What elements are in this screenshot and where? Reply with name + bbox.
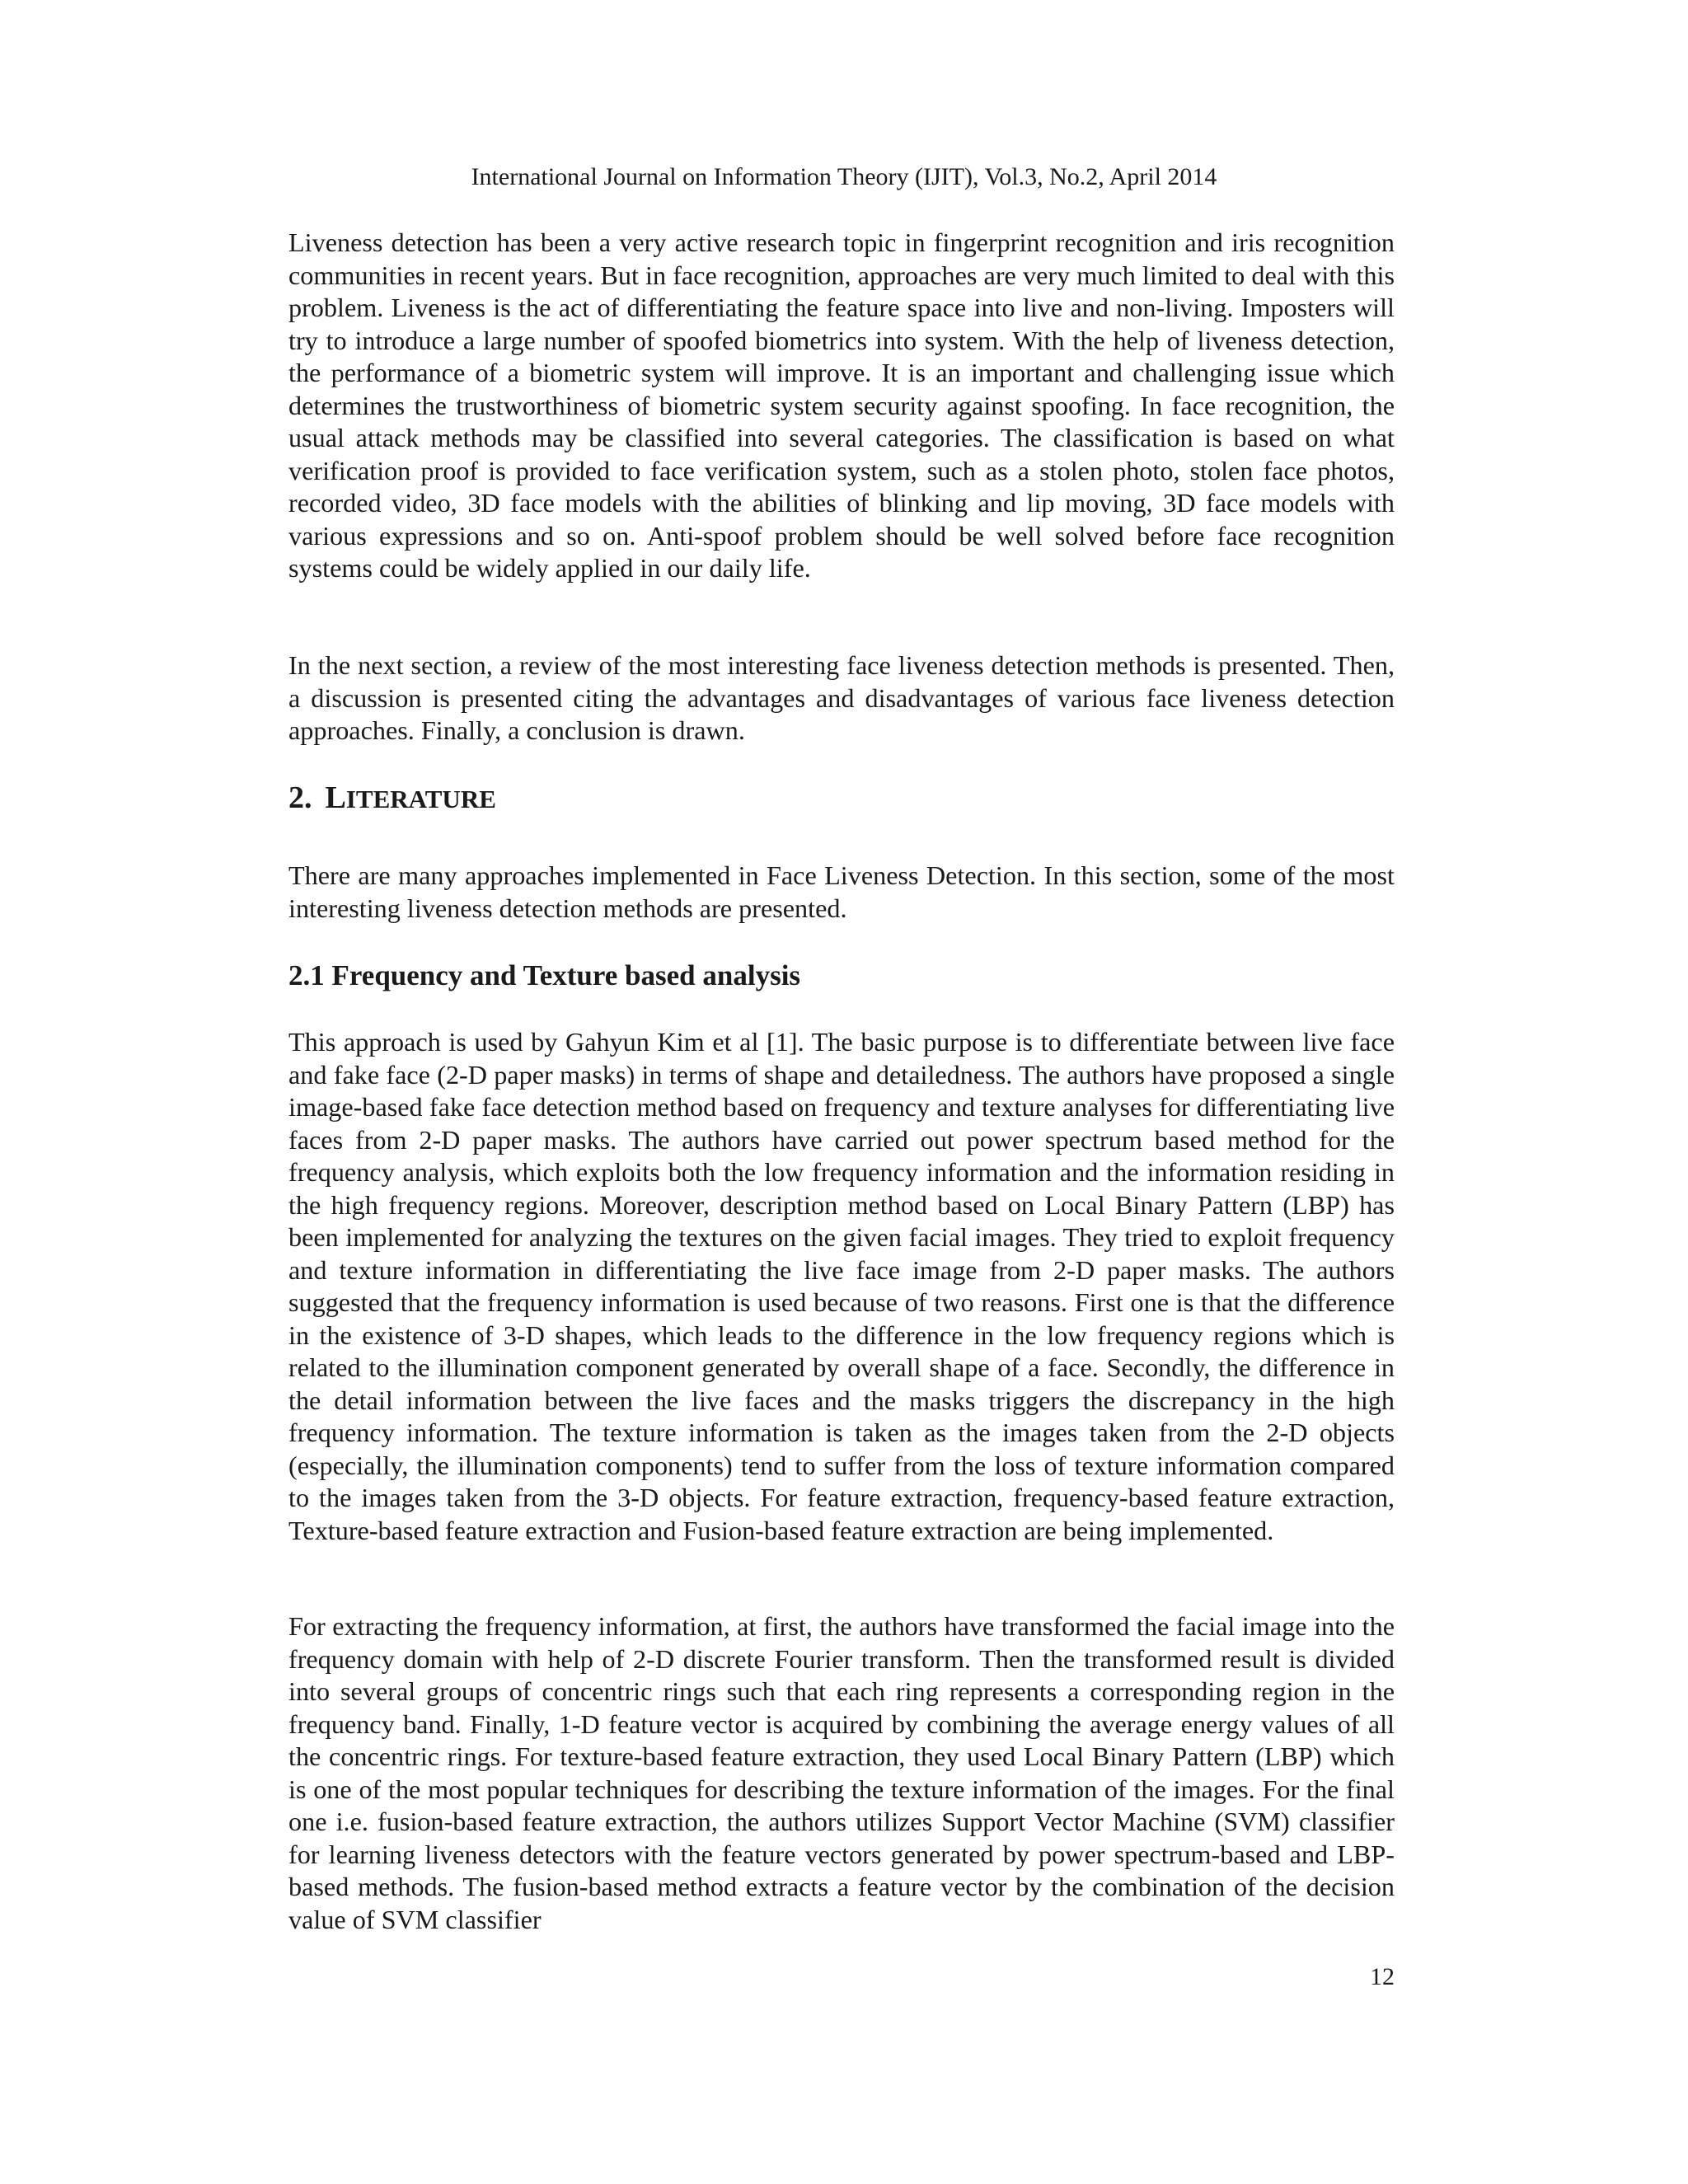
literature-paragraph: There are many approaches implemented in Face Liveness Detection. In this section, some of the most interesting liveness detection methods are presented. [288,860,1395,923]
subsection-block-2 [288,1610,1395,1936]
subsection-paragraph-1: This approach is used by Gahyun Kim et al [1]. The basic purpose is to differentiate between live face and fake face (2-D paper masks) in terms of shape and detailedness. The authors have proposed a single image-based fake face detection method based on frequency and texture analyses for differentiating live faces from 2-D paper masks. The authors have carried out power spectrum based method for the frequency analysis, which exploits both the low frequency information and the information residing in the high frequency regions. Moreover, description method based on Local Binary Pattern (LBP) has been implemented for analyzing the textures on the given facial images. They tried to exploit frequency and texture information in differentiating the live face image from 2-D paper masks. The authors suggested that the frequency information is used because of two reasons. First one is that the difference in the existence of 3-D shapes, which leads to the difference in the low frequency regions which is related to the illumination component generated by overall shape of a face. Secondly, the difference in the detail information between the live faces and the masks triggers the discrepancy in the high frequency information. The texture information is taken as the images taken from the 2-D objects (especially, the illumination components) tend to suffer from the loss of texture information compared to the images taken from the 3-D objects. For feature extraction, frequency-based feature extraction, Texture-based feature extraction and Fusion-based feature extraction are being implemented. [288,1027,1395,1545]
section-heading-literature [288,780,496,818]
subsection-block-1 [288,1026,1395,1547]
subsection-paragraph-2: For extracting the frequency information, at first, the authors have transformed the facial image into the frequency domain with help of 2-D discrete Fourier transform. Then the transformed result is divided into several groups of concentric rings such that each ring represents a corresponding region in the frequency band. Finally, 1-D feature vector is acquired by combining the average energy values of all the concentric rings. For texture-based feature extraction, they used Local Binary Pattern (LBP) which is one of the most popular techniques for describing the texture information of the images. For the final one i.e. fusion-based feature extraction, the authors utilizes Support Vector Machine (SVM) classifier for learning liveness detectors with the feature vectors generated by power spectrum-based and LBP-based methods. The fusion-based method extracts a feature vector by the combination of the decision value of SVM classifier [288,1611,1395,1934]
intro-block [288,227,1395,585]
running-header: International Journal on Information Theory (IJIT), Vol.3, No.2, April 2014 [471,163,1217,190]
intro-paragraph-1: Liveness detection has been a very active research topic in fingerprint recognition and iris recognition communities in recent years. But in face recognition, approaches are very much limited to deal with this problem. Liveness is the act of differentiating the feature space into live and non-living. Imposters will try to introduce a large number of spoofed biometrics into system. With the help of liveness detection, the performance of a biometric system will improve. It is an important and challenging issue which determines the trustworthiness of biometric system security against spoofing. In face recognition, the usual attack methods may be classified into several categories. The classification is based on what verification proof is provided to face verification system, such as a stolen photo, stolen face photos, recorded video, 3D face models with the abilities of blinking and lip moving, 3D face models with various expressions and so on. Anti-spoof problem should be well solved before face recognition systems could be widely applied in our daily life. [288,227,1395,583]
section-number: 2. [288,780,312,815]
page-number: 12 [1370,1963,1395,1990]
subsection-heading: 2.1 Frequency and Texture based analysis [288,959,801,991]
section-title-initial: L [325,780,346,815]
literature-block [288,860,1395,925]
intro-block-2 [288,649,1395,748]
section-title-rest: ITERATURE [345,785,496,813]
intro-paragraph-2: In the next section, a review of the most interesting face liveness detection methods is presented. Then, a discussion is presented citing the advantages and disadvantages of various face liveness detection approaches. Finally, a conclusion is drawn. [288,650,1395,745]
